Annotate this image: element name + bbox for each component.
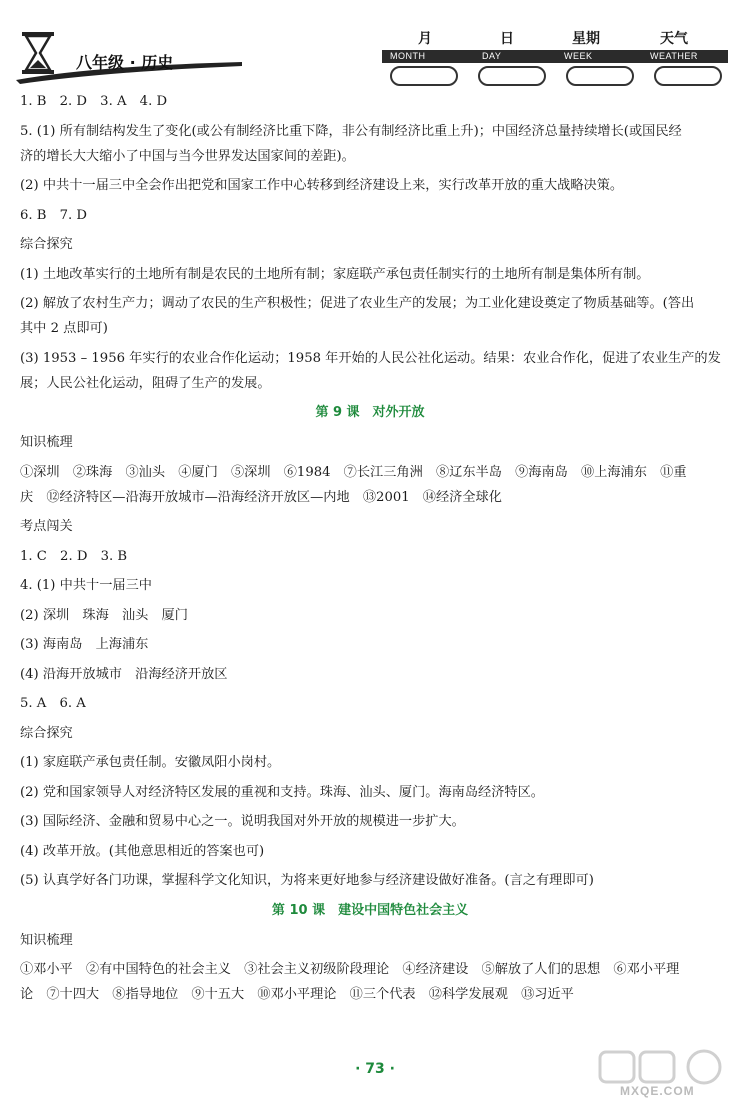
grade-subject-label: 八年级 · 历史 xyxy=(76,53,174,72)
answer-line: (4) 沿海开放城市 沿海经济开放区 xyxy=(20,666,228,682)
answer-line: 1. B 2. D 3. A 4. D xyxy=(20,94,168,109)
answer-line: ①邓小平 ②有中国特色的社会主义 ③社会主义初级阶段理论 ④经济建设 ⑤解放了人们的思想 ⑥邓小平理 xyxy=(20,962,680,977)
day-label-en: DAY xyxy=(482,51,502,61)
answer-line: (2) 党和国家领导人对经济特区发展的重视和支持。珠海、汕头、厦门。海南岛经济特区。 xyxy=(20,784,544,800)
week-label-en: WEEK xyxy=(564,51,593,61)
lesson-10-title: 第 10 课 建设中国特色社会主义 xyxy=(271,902,469,918)
answer-line: 济的增长大大缩小了中国与当今世界发达国家间的差距)。 xyxy=(20,148,355,164)
weather-label-en: WEATHER xyxy=(650,51,698,61)
page-header xyxy=(0,0,750,88)
weather-label: 天气 xyxy=(660,31,688,47)
answer-line: 4. (1) 中共十一届三中 xyxy=(20,578,152,593)
answer-line: 展；人民公社化运动，阻碍了生产的发展。 xyxy=(20,375,271,391)
subheading: 考点闯关 xyxy=(20,519,73,534)
subheading: 知识梳理 xyxy=(20,932,73,948)
month-label-en: MONTH xyxy=(390,51,426,61)
answer-line: 5. A 6. A xyxy=(20,696,86,711)
watermark-text: MXQE.COM xyxy=(620,1084,695,1098)
answer-line: (1) 土地改革实行的土地所有制是农民的土地所有制；家庭联产承包责任制实行的土地所有制是集体所有制。 xyxy=(20,266,650,282)
page-number: · 73 · xyxy=(355,1061,395,1077)
subheading: 综合探究 xyxy=(20,237,73,252)
week-field xyxy=(566,66,634,86)
day-label: 日 xyxy=(500,31,514,47)
week-label: 星期 xyxy=(572,31,600,47)
answer-line: 庆 ⑫经济特区—沿海开放城市—沿海经济开放区—内地 ⑬2001 ⑭经济全球化 xyxy=(20,489,502,505)
subheading: 综合探究 xyxy=(20,725,73,741)
answer-line: (2) 深圳 珠海 汕头 厦门 xyxy=(20,607,188,623)
answer-line: 论 ⑦十四大 ⑧指导地位 ⑨十五大 ⑩邓小平理论 ⑪三个代表 ⑫科学发展观 ⑬习近平 xyxy=(20,987,574,1002)
lesson-9-title: 第 9 课 对外开放 xyxy=(315,405,425,420)
answer-line: (2) 解放了农村生产力；调动了农民的生产积极性；促进了农业生产的发展；为工业化建设奠定了物质基础等。(答出 xyxy=(20,296,695,311)
answer-line: (2) 中共十一届三中全会作出把党和国家工作中心转移到经济建设上来，实行改革开放的重大战略决策。 xyxy=(20,178,624,193)
answer-line: (3) 海南岛 上海浦东 xyxy=(20,637,149,652)
subheading: 知识梳理 xyxy=(20,435,73,450)
answer-line: 其中 2 点即可) xyxy=(20,321,108,336)
weather-field xyxy=(654,66,722,86)
answer-line: (5) 认真学好各门功课，掌握科学文化知识，为将来更好地参与经济建设做好准备。(言之有理即可) xyxy=(20,873,594,888)
month-field xyxy=(390,66,458,86)
answer-line: (1) 家庭联产承包责任制。安徽凤阳小岗村。 xyxy=(20,755,281,770)
answer-line: ①深圳 ②珠海 ③汕头 ④厦门 ⑤深圳 ⑥1984 ⑦长江三角洲 ⑧辽东半岛 ⑨海南岛 ⑩上海浦东 ⑪重 xyxy=(20,464,687,480)
date-weather-box xyxy=(382,28,728,88)
day-field xyxy=(478,66,546,86)
answer-line: 1. C 2. D 3. B xyxy=(20,548,128,564)
answer-line: 6. B 7. D xyxy=(20,207,87,223)
answer-line: (3) 国际经济、金融和贸易中心之一。说明我国对外开放的规模进一步扩大。 xyxy=(20,814,465,829)
answer-line: 5. (1) 所有制结构发生了变化(或公有制经济比重下降，非公有制经济比重上升)；中国经济总量持续增长(或国民经 xyxy=(20,123,682,139)
date-english-bar xyxy=(382,50,728,63)
month-label: 月 xyxy=(418,31,432,47)
answer-content xyxy=(20,92,720,1015)
answer-line: (3) 1953 – 1956 年实行的农业合作化运动；1958 年开始的人民公社化运动。结果：农业合作化，促进了农业生产的发 xyxy=(20,350,721,366)
answer-line: (4) 改革开放。(其他意思相近的答案也可) xyxy=(20,843,265,859)
